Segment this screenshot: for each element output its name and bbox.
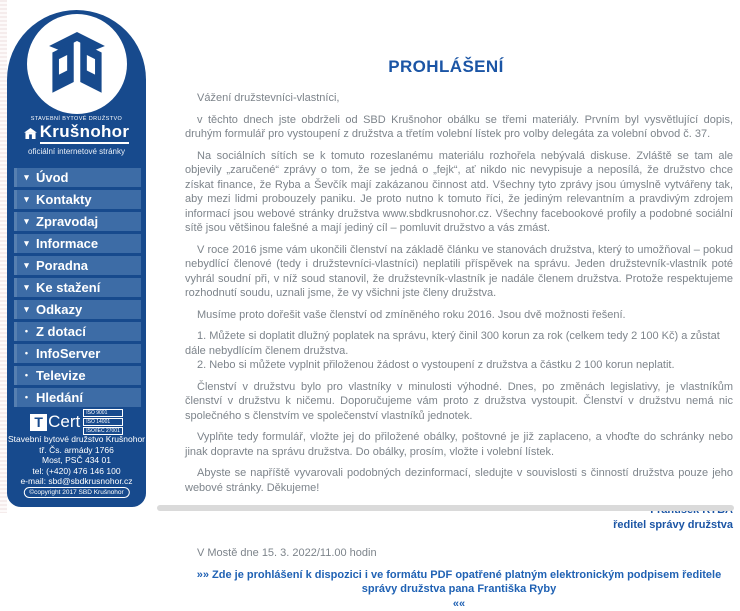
signature-title: ředitel správy družstva [185, 518, 733, 533]
chevron-down-icon: ▾ [22, 190, 31, 209]
chevron-down-icon: ▾ [22, 300, 31, 319]
paragraph-1: v těchto dnech jste obdrželi od SBD Krušnohor obálku se třemi materiály. Prvním byl vysvětlující dopis, druhým formulář pro vystoupení z družstva a třetím volební lístek pro volby delegáta za volební obvod č. 37. [185, 113, 733, 142]
brand-block [7, 116, 146, 156]
iso-9001-badge: ISO 9001 [83, 409, 123, 417]
address-block [7, 434, 146, 487]
chevron-down-icon: ▾ [22, 256, 31, 275]
sidebar-item-odkazy[interactable] [14, 300, 141, 319]
sidebar-item-z-dotaci[interactable] [14, 322, 141, 341]
sidebar-item-informace[interactable] [14, 234, 141, 253]
salutation: Vážení družstevníci-vlastníci, [185, 91, 733, 106]
main-content [157, 0, 735, 611]
brand-caption: STAVEBNÍ BYTOVÉ DRUŽSTVO [7, 116, 146, 122]
chevron-down-icon: ▾ [22, 278, 31, 297]
tcert-certification [7, 409, 146, 435]
sidebar-item-label: Informace [36, 234, 98, 253]
iso-14001-badge: ISO 14001 [83, 418, 123, 426]
sidebar-item-label: Poradna [36, 256, 88, 275]
option-2: 2. Nebo si můžete vyplnit přiloženou žádost o vystoupení z družstva a částku 2 100 korun neplatit. [185, 358, 733, 373]
bullet-icon: • [22, 366, 31, 385]
paragraph-2: Na sociálních sítích se k tomuto rozeslanému materiálu rozhořela nebývalá diskuse. Zvláště se tam ale objevily „zaručené“ zprávy o tom, že se jedná o „fejk“, ať nikdo nic nevypisuje a neposílá, že družstvo chce získat finance, že Ryba a Ševčík mají zakázanou činnost atd. Všechny tyto zprávy jsou úmyslně vytvářeny tak, aby mezi lidmi probouzely paniku. Je proto nutno k tomuto říci, že jediným relevantním a pravdivým zdrojem informací jsou webové stránky družstva www.sbdkrusnohor.cz. Všechny facebookové profily a podobné sociální sítě jsou většinou falešné a mají jediný cíl – pomluvit družstvo a vás zmást. [185, 149, 733, 236]
sidebar-item-label: InfoServer [36, 344, 100, 363]
sidebar-item-hledani[interactable] [14, 388, 141, 407]
copyright-badge: ©copyright 2017 SBD Krušnohor [23, 487, 129, 498]
sidebar-item-label: Kontakty [36, 190, 92, 209]
paragraph-4: Musíme proto dořešit vaše členství od zmíněného roku 2016. Jsou dvě možnosti řešení. [185, 308, 733, 323]
chevron-down-icon: ▾ [22, 212, 31, 231]
page-title: PROHLÁŠENÍ [157, 57, 735, 77]
sidebar-item-zpravodaj[interactable] [14, 212, 141, 231]
sidebar [7, 10, 146, 507]
sidebar-item-poradna[interactable] [14, 256, 141, 275]
paragraph-3: V roce 2016 jsme vám ukončili členství na základě článku ve stanovách družstva, který to umožňoval – pokud nebydlící členové (tedy i družstevníci-vlastníci) neplatili příspěvek na správu. Jeden družstevník-vlastník poté vyhrál soudní při, v níž soud stanovil, že družstevník-vlastník je nadále členem družstva. Protože respektujeme rozhodnutí soudu, uznali jsme, že vy všichni jste členy družstva. [185, 243, 733, 301]
iso-27001-badge: ISO/IEC 27001 [83, 427, 123, 435]
sidebar-item-label: Odkazy [36, 300, 82, 319]
dateline: V Mostě dne 15. 3. 2022/11.00 hodin [185, 546, 733, 561]
sidebar-item-label: Zpravodaj [36, 212, 98, 231]
tcert-logo-icon: T [30, 414, 47, 431]
bullet-icon: • [22, 344, 31, 363]
pdf-link-suffix: «« [185, 597, 733, 611]
bullet-icon: • [22, 322, 31, 341]
pdf-statement-link[interactable] [185, 568, 733, 611]
sidebar-item-label: Ke stažení [36, 278, 100, 297]
paragraph-7: Abyste se napříště vyvarovali podobných dezinformací, sledujte v souvislosti s činností družstva pouze jeho webové stránky. Děkujeme! [185, 466, 733, 495]
bottom-divider [157, 505, 734, 511]
pdf-link-text: »» Zde je prohlášení k dispozici i ve formátu PDF opatřené platným elektronickým podpisem ředitele správy družstva pana Františka Ryby [197, 569, 721, 596]
sidebar-item-uvod[interactable] [14, 168, 141, 187]
chevron-down-icon: ▾ [22, 234, 31, 253]
address-line-street: tř. Čs. armády 1766 [7, 445, 146, 456]
sidebar-item-label: Z dotací [36, 322, 86, 341]
page-edge-texture [0, 0, 7, 513]
sidebar-item-televize[interactable] [14, 366, 141, 385]
paragraph-6: Vyplňte tedy formulář, vložte jej do přiložené obálky, poštovné je již zaplaceno, a vhoďte do schránky nebo jinak dopravte na správu družstva. Do obálky, prosím, vložte i volební lístek. [185, 430, 733, 459]
sidebar-menu [14, 168, 141, 410]
sidebar-item-infoserver[interactable] [14, 344, 141, 363]
email-link[interactable]: e-mail: sbd@sbdkrusnohor.cz [7, 476, 146, 487]
brand-tagline: oficiální internetové stránky [7, 147, 146, 156]
brand-building-logo-icon [36, 23, 118, 105]
brand-name: Krušnohor [40, 123, 130, 144]
options-list [185, 329, 733, 373]
brand-logo[interactable] [27, 14, 127, 114]
house-icon [24, 126, 37, 144]
chevron-down-icon: ▾ [22, 168, 31, 187]
address-line-phone: tel: (+420) 476 146 100 [7, 466, 146, 477]
bullet-icon: • [22, 388, 31, 407]
sidebar-item-label: Úvod [36, 168, 69, 187]
sidebar-item-ke-stazeni[interactable] [14, 278, 141, 297]
sidebar-item-label: Hledání [36, 388, 83, 407]
paragraph-5: Členství v družstvu bylo pro vlastníky v minulosti výhodné. Dnes, po změnách legislativy, je vlastníkům členství v družstvu k ničemu. Doporučujeme vám proto z družstva vystoupit. Členství v družstvu nemá nic společného s členstvím ve společenství vlastníků jednotek. [185, 380, 733, 424]
option-1: 1. Můžete si doplatit dlužný poplatek na správu, který činil 300 korun za rok (celkem tedy 2 100 Kč) a zůstat dále nebydlícím členem družstva. [185, 329, 733, 358]
tcert-name: Cert [48, 412, 80, 432]
address-line-company: Stavební bytové družstvo Krušnohor [7, 434, 146, 445]
address-line-city: Most, PSČ 434 01 [7, 455, 146, 466]
sidebar-item-label: Televize [36, 366, 86, 385]
sidebar-item-kontakty[interactable] [14, 190, 141, 209]
